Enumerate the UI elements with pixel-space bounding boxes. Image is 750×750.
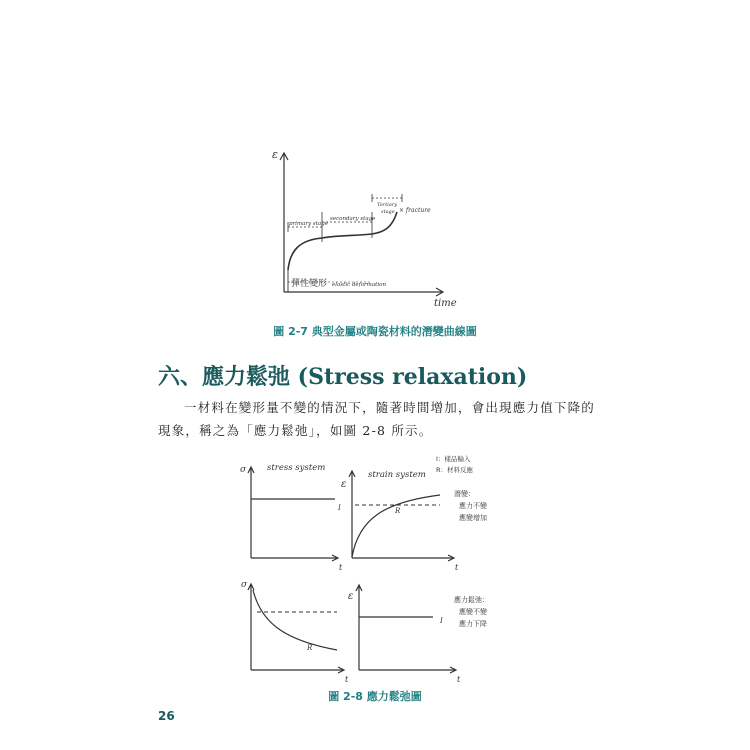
creep-curve-figure — [260, 140, 490, 315]
stress-relaxation-figure — [235, 450, 525, 688]
br-epsilon-label: ε — [348, 591, 354, 602]
strain-axis-label: ε — [272, 148, 278, 161]
elastic-label-en: elastic deformation — [332, 282, 386, 288]
bl-t-label: t — [345, 675, 349, 684]
br-I-label: I — [440, 617, 443, 625]
tr-R-label: R — [395, 507, 401, 515]
bl-R-label: R — [307, 644, 313, 652]
tr-epsilon-label: ε — [341, 479, 347, 490]
creep-note-3: 應變增加 — [459, 514, 487, 522]
tertiary-stage-label-2: stage — [381, 209, 395, 215]
figure-2-8-caption: 圖 2-8 應力鬆弛圖 — [328, 690, 422, 703]
legend-R: R：材料反應 — [436, 466, 474, 474]
bl-relaxation-curve — [253, 590, 337, 650]
time-axis-label: time — [434, 298, 457, 309]
section-heading: 六、應力鬆弛 (Stress relaxation) — [158, 364, 528, 390]
tl-sigma-label: σ — [240, 465, 247, 475]
paragraph-line-1: 一材料在變形量不變的情況下，隨著時間增加，會出現應力值下降的 — [184, 400, 596, 415]
creep-note-1: 潛變： — [454, 490, 475, 498]
elastic-label-zh: 彈性變形 — [291, 279, 328, 289]
relax-note-1: 應力鬆弛： — [454, 596, 489, 604]
relax-note-3: 應力下降 — [459, 620, 487, 628]
strain-system-label: strain system — [368, 470, 426, 480]
secondary-stage-label: secondary stage — [330, 216, 376, 222]
relax-note-2: 應變不變 — [459, 608, 487, 616]
fracture-label: × fracture — [399, 207, 431, 214]
paragraph-line-2: 現象，稱之為「應力鬆弛」，如圖 2-8 所示。 — [158, 423, 433, 438]
figure-2-7-caption: 圖 2-7 典型金屬或陶瓷材料的潛變曲線圖 — [273, 325, 477, 338]
tr-t-label: t — [455, 563, 459, 572]
creep-note-2: 應力不變 — [459, 502, 487, 510]
br-t-label: t — [457, 675, 461, 684]
tr-creep-curve — [352, 495, 440, 557]
bl-sigma-label: σ — [241, 580, 248, 590]
primary-stage-label: primary stage — [289, 221, 328, 227]
tertiary-stage-label: Tertiary — [377, 202, 398, 208]
legend-I: I：樣品輸入 — [436, 455, 471, 463]
tl-t-label: t — [339, 563, 343, 572]
page-number: 26 — [158, 709, 175, 723]
tl-I-label: I — [338, 504, 341, 512]
stress-system-label: stress system — [267, 463, 326, 473]
